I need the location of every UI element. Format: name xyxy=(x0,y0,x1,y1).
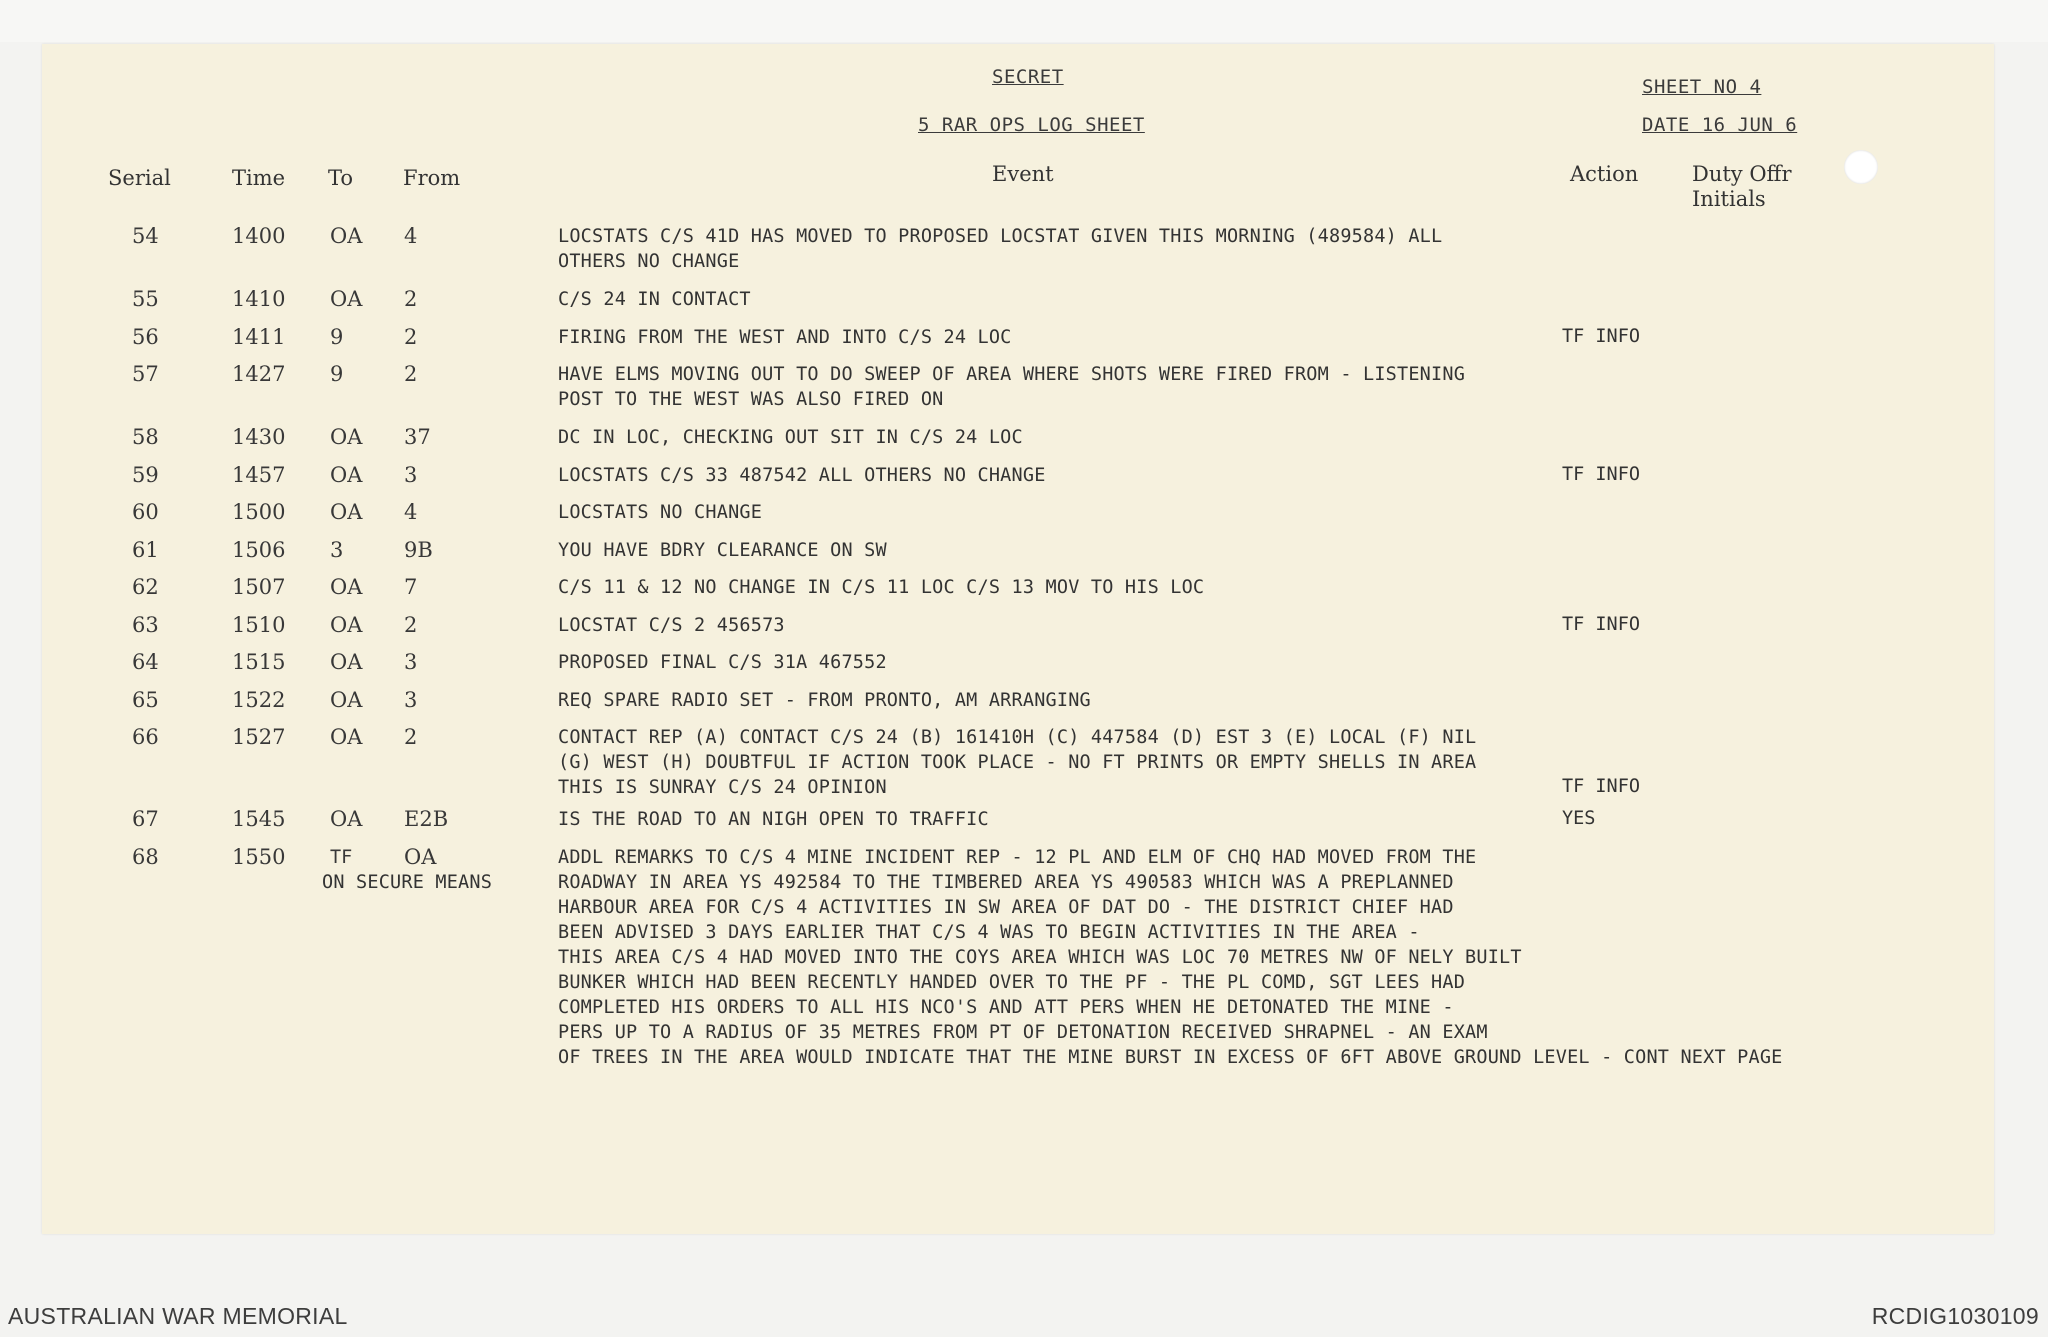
entry-serial: 65 xyxy=(132,688,159,712)
entry-transmission-note: ON SECURE MEANS xyxy=(322,872,493,893)
entry-to: OA xyxy=(330,287,363,311)
entry-time: 1411 xyxy=(232,325,286,349)
entry-to: OA xyxy=(330,224,363,248)
entry-event-line: DC IN LOC, CHECKING OUT SIT IN C/S 24 LOC xyxy=(558,427,1023,448)
classification-heading: SECRET xyxy=(992,66,1064,88)
punch-hole xyxy=(1844,150,1878,184)
entry-from: E2B xyxy=(404,807,449,831)
entry-serial: 63 xyxy=(132,613,159,637)
entry-time: 1545 xyxy=(232,807,286,831)
entry-action: TF INFO xyxy=(1562,614,1640,635)
entry-serial: 59 xyxy=(132,463,159,487)
entry-event-line: C/S 24 IN CONTACT xyxy=(558,289,751,310)
entry-to: OA xyxy=(330,725,363,749)
column-header-to: To xyxy=(328,166,354,190)
sheet-number: SHEET NO 4 xyxy=(1642,76,1762,98)
entry-serial: 62 xyxy=(132,575,159,599)
entry-event-line: FIRING FROM THE WEST AND INTO C/S 24 LOC xyxy=(558,327,1012,348)
top-strip xyxy=(0,0,2048,42)
entry-event-line: THIS AREA C/S 4 HAD MOVED INTO THE COYS AREA WHICH WAS LOC 70 METRES NW OF NELY BUILT xyxy=(558,947,1522,968)
entry-serial: 57 xyxy=(132,362,159,386)
entry-event-line: BUNKER WHICH HAD BEEN RECENTLY HANDED OVER TO THE PF - THE PL COMD, SGT LEES HAD xyxy=(558,972,1466,993)
entry-from: 9B xyxy=(404,538,433,562)
entry-time: 1515 xyxy=(232,650,286,674)
column-header-from: From xyxy=(403,166,461,190)
entry-to: TF xyxy=(330,847,353,868)
column-header-action: Action xyxy=(1570,162,1639,186)
entry-event-line: THIS IS SUNRAY C/S 24 OPINION xyxy=(558,777,887,798)
entry-to: OA xyxy=(330,575,363,599)
entry-from: 3 xyxy=(404,650,418,674)
entry-event-line: ROADWAY IN AREA YS 492584 TO THE TIMBERED AREA YS 490583 WHICH WAS A PREPLANNED xyxy=(558,872,1454,893)
entry-event-line: IS THE ROAD TO AN NIGH OPEN TO TRAFFIC xyxy=(558,809,989,830)
entry-serial: 54 xyxy=(132,224,159,248)
entry-from: 2 xyxy=(404,613,418,637)
entry-from: 2 xyxy=(404,325,418,349)
entry-action: TF INFO xyxy=(1562,464,1640,485)
column-header-duty-offr: Duty Offr xyxy=(1692,162,1792,186)
entry-action: TF INFO xyxy=(1562,326,1640,347)
entry-event-line: BEEN ADVISED 3 DAYS EARLIER THAT C/S 4 WAS TO BEGIN ACTIVITIES IN THE AREA - xyxy=(558,922,1420,943)
entry-time: 1457 xyxy=(232,463,286,487)
entry-event-line: HARBOUR AREA FOR C/S 4 ACTIVITIES IN SW AREA OF DAT DO - THE DISTRICT CHIEF HAD xyxy=(558,897,1454,918)
entry-to: OA xyxy=(330,613,363,637)
entry-time: 1510 xyxy=(232,613,286,637)
entry-serial: 55 xyxy=(132,287,159,311)
entry-event-line: OF TREES IN THE AREA WOULD INDICATE THAT THE MINE BURST IN EXCESS OF 6FT ABOVE GROUND LEVEL - CONT NEXT PAGE xyxy=(558,1047,1783,1068)
entry-event-line: COMPLETED HIS ORDERS TO ALL HIS NCO'S AND ATT PERS WHEN HE DETONATED THE MINE - xyxy=(558,997,1454,1018)
entry-event-line: LOCSTATS C/S 33 487542 ALL OTHERS NO CHANGE xyxy=(558,465,1046,486)
entry-to: OA xyxy=(330,807,363,831)
entry-to: OA xyxy=(330,650,363,674)
entry-time: 1430 xyxy=(232,425,286,449)
entry-event-line: YOU HAVE BDRY CLEARANCE ON SW xyxy=(558,540,887,561)
entry-time: 1550 xyxy=(232,845,286,869)
entry-from: 2 xyxy=(404,725,418,749)
column-header-serial: Serial xyxy=(108,166,171,190)
entry-from: OA xyxy=(404,845,437,869)
entry-from: 2 xyxy=(404,362,418,386)
sheet-date: DATE 16 JUN 6 xyxy=(1642,114,1798,136)
entry-event-line: (G) WEST (H) DOUBTFUL IF ACTION TOOK PLACE - NO FT PRINTS OR EMPTY SHELLS IN AREA xyxy=(558,752,1477,773)
entry-time: 1410 xyxy=(232,287,286,311)
entry-event-line: OTHERS NO CHANGE xyxy=(558,251,740,272)
entry-from: 37 xyxy=(404,425,431,449)
entry-to: OA xyxy=(330,500,363,524)
column-header-time: Time xyxy=(232,166,286,190)
entry-event-line: LOCSTAT C/S 2 456573 xyxy=(558,615,785,636)
entry-serial: 60 xyxy=(132,500,159,524)
entry-event-line: C/S 11 & 12 NO CHANGE IN C/S 11 LOC C/S 13 MOV TO HIS LOC xyxy=(558,577,1205,598)
entry-event-line: PERS UP TO A RADIUS OF 35 METRES FROM PT OF DETONATION RECEIVED SHRAPNEL - AN EXAM xyxy=(558,1022,1488,1043)
entry-to: 9 xyxy=(330,325,344,349)
entry-action: YES xyxy=(1562,808,1596,829)
entry-to: OA xyxy=(330,425,363,449)
entry-event-line: CONTACT REP (A) CONTACT C/S 24 (B) 161410H (C) 447584 (D) EST 3 (E) LOCAL (F) NIL xyxy=(558,727,1477,748)
entry-time: 1427 xyxy=(232,362,286,386)
entry-serial: 68 xyxy=(132,845,159,869)
entry-time: 1400 xyxy=(232,224,286,248)
entry-event-line: HAVE ELMS MOVING OUT TO DO SWEEP OF AREA WHERE SHOTS WERE FIRED FROM - LISTENING xyxy=(558,364,1466,385)
entry-serial: 67 xyxy=(132,807,159,831)
column-header-event: Event xyxy=(992,162,1054,186)
entry-event-line: LOCSTATS NO CHANGE xyxy=(558,502,763,523)
entry-from: 4 xyxy=(404,224,418,248)
entry-time: 1507 xyxy=(232,575,286,599)
entry-to: 3 xyxy=(330,538,344,562)
entry-time: 1522 xyxy=(232,688,286,712)
entry-serial: 58 xyxy=(132,425,159,449)
entry-serial: 64 xyxy=(132,650,159,674)
footer-record-id: RCDIG1030109 xyxy=(1871,1303,2039,1329)
entry-from: 2 xyxy=(404,287,418,311)
entry-event-line: REQ SPARE RADIO SET - FROM PRONTO, AM ARRANGING xyxy=(558,690,1091,711)
document-title: 5 RAR OPS LOG SHEET xyxy=(918,114,1145,136)
entry-event-line: LOCSTATS C/S 41D HAS MOVED TO PROPOSED LOCSTAT GIVEN THIS MORNING (489584) ALL xyxy=(558,226,1443,247)
column-header-initials: Initials xyxy=(1692,187,1766,211)
entry-serial: 61 xyxy=(132,538,159,562)
entry-to: OA xyxy=(330,688,363,712)
entry-to: OA xyxy=(330,463,363,487)
entry-time: 1527 xyxy=(232,725,286,749)
log-sheet-paper xyxy=(42,44,1994,1234)
entry-from: 7 xyxy=(404,575,418,599)
entry-time: 1506 xyxy=(232,538,286,562)
entry-action: TF INFO xyxy=(1562,776,1640,797)
entry-event-line: POST TO THE WEST WAS ALSO FIRED ON xyxy=(558,389,944,410)
entry-event-line: ADDL REMARKS TO C/S 4 MINE INCIDENT REP - 12 PL AND ELM OF CHQ HAD MOVED FROM THE xyxy=(558,847,1477,868)
entry-from: 3 xyxy=(404,688,418,712)
footer-institution: AUSTRALIAN WAR MEMORIAL xyxy=(8,1303,348,1329)
entry-from: 3 xyxy=(404,463,418,487)
entry-from: 4 xyxy=(404,500,418,524)
entry-time: 1500 xyxy=(232,500,286,524)
entry-event-line: PROPOSED FINAL C/S 31A 467552 xyxy=(558,652,887,673)
entry-serial: 56 xyxy=(132,325,159,349)
entry-serial: 66 xyxy=(132,725,159,749)
entry-to: 9 xyxy=(330,362,344,386)
